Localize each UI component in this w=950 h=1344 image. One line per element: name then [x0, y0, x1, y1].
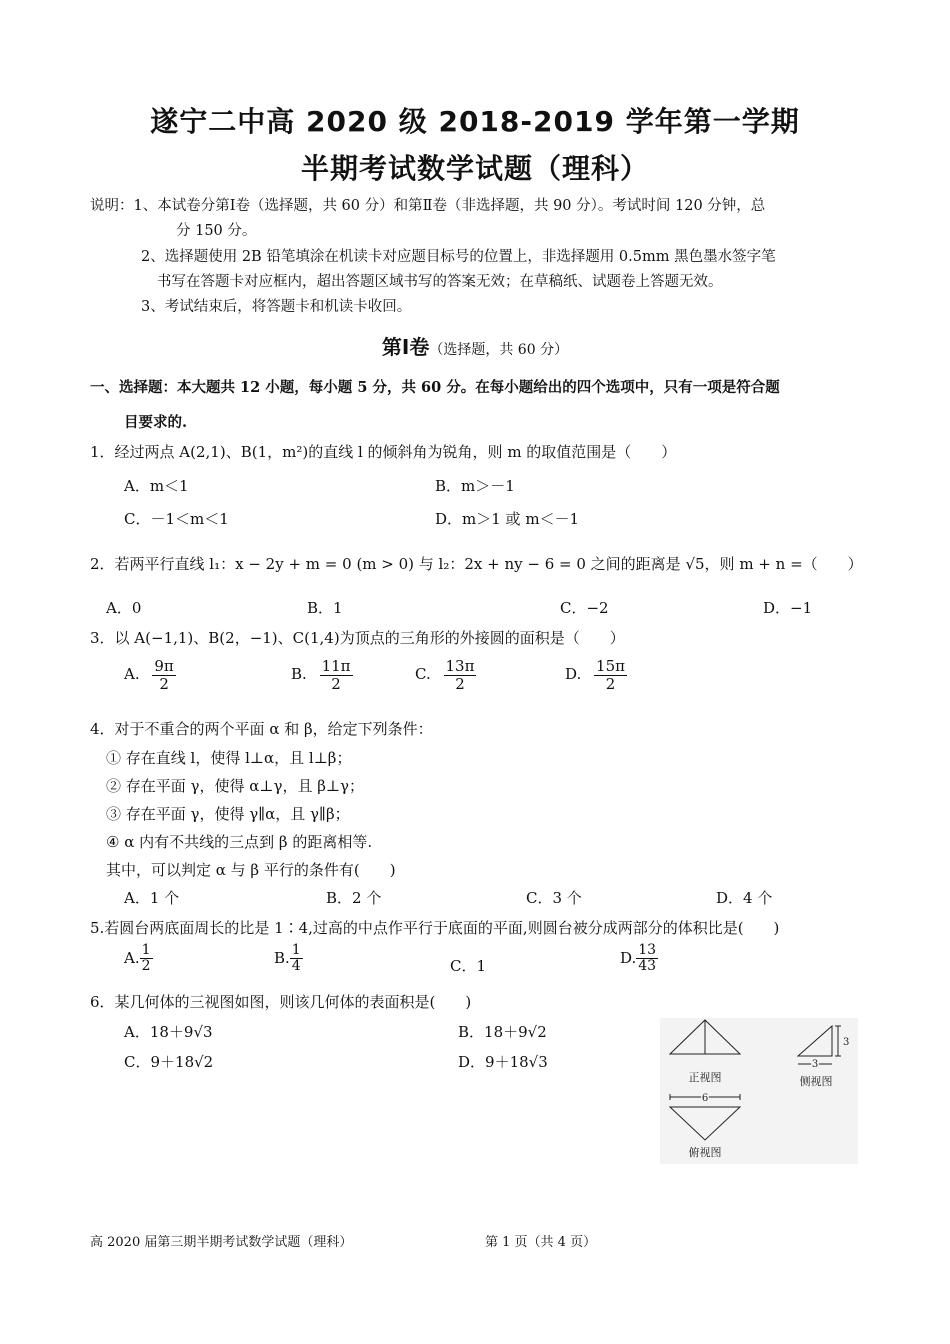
q2-stem: 2．若两平行直线 l₁：x − 2y + m = 0 (m > 0) 与 l₂：2x + ny − 6 = 0 之间的距离是 √5，则 m + n =（ ）: [90, 555, 863, 573]
q4-option-a: A．1 个: [124, 889, 180, 907]
section-title: 第Ⅰ卷: [381, 335, 430, 359]
q5-option-a: [124, 943, 153, 975]
q4-condition-2: ② 存在平面 γ，使得 α⊥γ，且 β⊥γ；: [106, 777, 364, 795]
q5-stem: 5.若圆台两底面周长的比是 1∶4,过高的中点作平行于底面的平面,则圆台被分成两部分的体积比是( ): [90, 919, 780, 937]
figure-background: [660, 1018, 858, 1164]
q3-b-label: B.: [291, 665, 307, 683]
q6-option-a: A．18＋9√3: [124, 1023, 213, 1041]
q3-a-num: 9π: [154, 657, 174, 675]
q3-b-num: 11π: [321, 657, 351, 675]
q3-d-fraction: [594, 658, 627, 692]
q4-condition-1: ① 存在直线 l，使得 l⊥α，且 l⊥β；: [106, 749, 352, 767]
q5-d-label: D.: [620, 948, 637, 967]
q5-d-den: 43: [638, 958, 657, 975]
q5-a-fraction: [140, 943, 153, 975]
q5-a-num: 1: [141, 942, 151, 958]
q6-option-c: C．9＋18√2: [124, 1053, 214, 1071]
q2-option-c: C．−2: [560, 599, 609, 617]
q3-option-b: [291, 658, 353, 692]
q4-condition-3: ③ 存在平面 γ，使得 γ∥α，且 γ∥β；: [106, 805, 350, 823]
note-3: 3、考试结束后，将答题卡和机读卡收回。: [141, 299, 412, 315]
three-view-figure: [660, 1018, 858, 1164]
note-1b: 分 150 分。: [176, 223, 257, 239]
footer-page-number: 第 1 页（共 4 页）: [485, 1235, 597, 1250]
section-heading: [0, 331, 950, 360]
q2-option-b: B．1: [307, 599, 343, 617]
q6-stem: 6．某几何体的三视图如图，则该几何体的表面积是( ): [90, 993, 472, 1011]
exam-title-line1: 遂宁二中高 2020 级 2018-2019 学年第一学期: [150, 105, 800, 138]
note-2b: 书写在答题卡对应框内，超出答题区域书写的答案无效；在草稿纸、试题卷上答题无效。: [157, 274, 723, 290]
side-view-label: 侧视图: [799, 1075, 833, 1088]
q5-option-c: C．1: [450, 957, 487, 975]
q4-option-c: C．3 个: [526, 889, 582, 907]
q5-b-label: B.: [274, 948, 290, 967]
q2-option-a: A．0: [106, 599, 142, 617]
q5-b-den: 4: [291, 958, 301, 975]
q6-option-b: B．18＋9√2: [458, 1023, 547, 1041]
q3-d-den: 2: [605, 674, 616, 693]
q3-stem: 3．以 A(−1,1)、B(2，−1)、C(1,4)为顶点的三角形的外接圆的面积是（ ）: [90, 629, 625, 647]
q3-c-fraction: [444, 658, 477, 692]
top-view-label: 俯视图: [688, 1146, 722, 1159]
instruction-a: 一、选择题：本大题共 12 小题，每小题 5 分，共 60 分。在每小题给出的四个选项中，只有一项是符合题: [90, 379, 780, 396]
note-2a: 2、选择题使用 2B 铅笔填涂在机读卡对应题目标号的位置上，非选择题用 0.5mm 黑色墨水签字笔: [141, 249, 776, 265]
q5-option-b: [274, 943, 303, 975]
q3-b-fraction: [320, 658, 353, 692]
q5-option-d: [620, 943, 658, 975]
q4-question: 其中，可以判定 α 与 β 平行的条件有( ): [106, 861, 396, 879]
note-1a: 说明：1、本试卷分第Ⅰ卷（选择题，共 60 分）和第Ⅱ卷（非选择题，共 90 分）。考试时间 120 分钟，总: [90, 198, 766, 214]
instruction-b: 目要求的.: [124, 414, 188, 431]
q3-c-den: 2: [455, 674, 465, 693]
q3-option-d: [565, 658, 627, 692]
footer-title: 高 2020 届第三期半期考试数学试题（理科）: [90, 1235, 353, 1250]
q4-stem: 4．对于不重合的两个平面 α 和 β，给定下列条件：: [90, 720, 433, 738]
q3-option-c: [415, 658, 476, 692]
q2-option-d: D．−1: [763, 599, 813, 617]
q6-option-d: D．9＋18√3: [458, 1053, 548, 1071]
q3-c-num: 13π: [445, 657, 475, 675]
q3-b-den: 2: [331, 674, 341, 693]
q1-option-a: A．m＜1: [124, 477, 189, 495]
exam-title-line2: 半期考试数学试题（理科）: [300, 152, 649, 185]
q4-option-b: B．2 个: [326, 889, 382, 907]
q5-b-num: 1: [291, 942, 301, 958]
q3-option-a: [124, 658, 176, 692]
q5-d-fraction: [636, 943, 658, 975]
q3-a-fraction: [152, 658, 175, 692]
q5-a-label: A.: [124, 948, 140, 967]
side-dim-width: 3: [811, 1059, 819, 1070]
q1-stem: 1．经过两点 A(2,1)、B(1，m²)的直线 l 的倾斜角为锐角，则 m 的取值范围是（ ）: [90, 443, 677, 461]
q4-condition-4: ④ α 内有不共线的三点到 β 的距离相等.: [106, 833, 373, 851]
q5-a-den: 2: [141, 958, 151, 975]
q3-a-den: 2: [159, 674, 169, 693]
q3-d-label: D.: [565, 665, 582, 683]
q1-option-d: D．m＞1 或 m＜－1: [435, 510, 580, 528]
q3-c-label: C.: [415, 665, 431, 683]
side-dim-height: 3: [843, 1037, 850, 1048]
q3-a-label: A.: [124, 665, 140, 683]
q5-b-fraction: [290, 943, 303, 975]
top-dim-width: 6: [701, 1093, 709, 1104]
front-view-label: 正视图: [688, 1071, 722, 1084]
q1-option-c: C．－1＜m＜1: [124, 510, 229, 528]
q3-d-num: 15π: [596, 657, 625, 675]
q1-option-b: B．m＞－1: [435, 477, 515, 495]
section-subtitle: （选择题，共 60 分）: [429, 342, 569, 358]
q5-d-num: 13: [638, 942, 657, 958]
q4-option-d: D．4 个: [716, 889, 773, 907]
